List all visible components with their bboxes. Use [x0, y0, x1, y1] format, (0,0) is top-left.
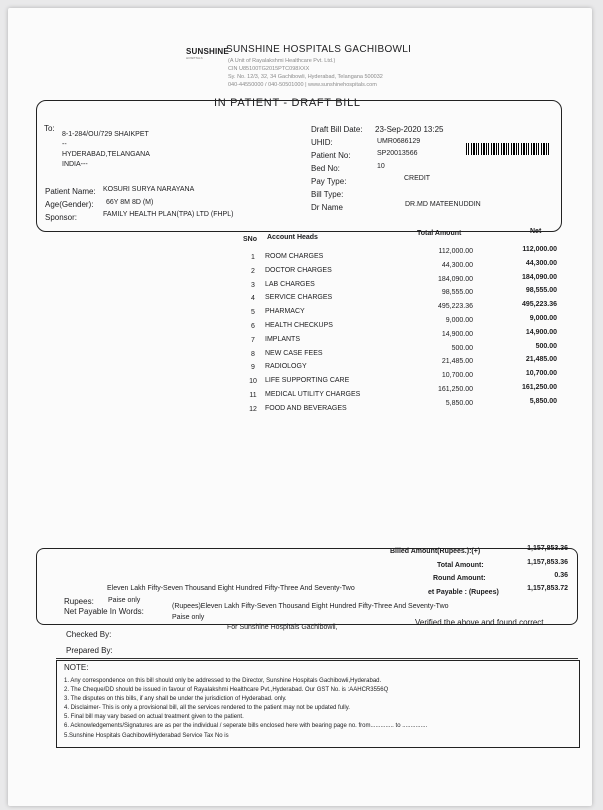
uhid-label: UHID:	[311, 138, 333, 147]
row-sno-cell: 8	[251, 350, 255, 358]
bill-type-label: Bill Type:	[311, 190, 344, 199]
row-sno-cell: 5	[251, 309, 255, 317]
to-label: To:	[44, 124, 55, 133]
row-sno-cell: 1	[251, 254, 255, 261]
row-net-cell: 184,090.00	[521, 273, 557, 281]
patient-no-label: Patient No:	[311, 151, 351, 160]
row-sno-cell: 2	[251, 267, 255, 275]
doctor-name: DR.MD MATEENUDDIN	[405, 201, 481, 208]
hospital-name: SUNSHINE HOSPITALS GACHIBOWLI	[226, 44, 412, 55]
row-head-cell: FOOD AND BEVERAGES	[265, 404, 347, 412]
row-net-cell: 161,250.00	[521, 384, 557, 391]
pay-type-label: Pay Type:	[311, 177, 347, 186]
amount-in-words: Eleven Lakh Fifty-Seven Thousand Eight Hundred Fifty-Three And Seventy-Two	[107, 585, 355, 592]
rupees-label: Rupees:	[64, 597, 94, 606]
note-item: 1. Any correspondence on this bill should only be addressed to the Director, Sunshine Hospitals Gachibowli,Hyderabad.	[64, 678, 382, 684]
row-total-cell: 21,485.00	[441, 358, 473, 366]
row-total-cell: 5,850.00	[445, 399, 473, 407]
bill-date-label: Draft Bill Date:	[311, 125, 363, 134]
note-item: 6. Acknowledgements/Signatures are as per the individual / seperate bills enclosed here with bearing page no. from.............. to ...............	[64, 723, 428, 729]
age-label: Age(Gender):	[45, 200, 94, 209]
row-sno-cell: 11	[249, 392, 257, 399]
row-net-cell: 9,000.00	[529, 315, 557, 322]
row-net-cell: 14,900.00	[525, 328, 557, 336]
patient-address-line: 8-1-284/OU/729 SHAIKPET	[62, 131, 149, 138]
for-hospital-text: For Sunshine Hospitals Gachibowli,	[227, 624, 338, 631]
pay-type: CREDIT	[404, 175, 431, 182]
row-head-cell: MEDICAL UTILITY CHARGES	[265, 391, 361, 398]
net-payable-amount: 1,157,853.72	[527, 585, 568, 592]
bill-date: 23-Sep-2020 13:25	[375, 125, 444, 134]
row-sno-cell: 10	[249, 378, 257, 386]
total-label: Total Amount:	[437, 562, 484, 569]
row-total-cell: 10,700.00	[441, 372, 473, 380]
row-total-cell: 161,250.00	[437, 386, 473, 393]
note-item: 5. Final bill may vary based on actual treatment given to the patient.	[64, 714, 244, 720]
row-net-cell: 10,700.00	[525, 370, 557, 378]
row-head-cell: RADIOLOGY	[265, 363, 307, 371]
barcode-icon	[466, 143, 550, 155]
verified-text: Verified the above and found correct	[415, 618, 544, 627]
row-net-cell: 495,223.36	[521, 301, 557, 309]
row-sno-cell: 9	[251, 364, 255, 372]
bed-no: 10	[377, 163, 385, 170]
checked-by-label: Checked By:	[66, 630, 112, 639]
row-total-cell: 184,090.00	[437, 275, 473, 283]
row-net-cell: 5,850.00	[529, 397, 557, 405]
note-item: 2. The Cheque/DD should be issued in favour of Rayalakshmi Healthcare Pvt.,Hyderabad. Our GST No. is :AAHCR3556Q	[64, 687, 389, 693]
col-net-header: Net	[530, 228, 542, 235]
patient-name: KOSURI SURYA NARAYANA	[103, 186, 195, 193]
row-net-cell: 112,000.00	[522, 246, 557, 253]
bill-title: IN PATIENT - DRAFT BILL	[214, 97, 361, 109]
col-heads-header: Account Heads	[267, 234, 318, 241]
divider	[56, 658, 578, 659]
col-total-header: Total Amount	[417, 230, 462, 237]
row-head-cell: IMPLANTS	[265, 335, 301, 343]
row-head-cell: LIFE SUPPORTING CARE	[265, 377, 350, 385]
row-head-cell: DOCTOR CHARGES	[265, 266, 332, 274]
uhid-value: UMR0686129	[377, 138, 421, 145]
paise-text: Paise only	[108, 597, 141, 604]
round-amount: 0.36	[554, 572, 568, 579]
row-sno-cell: 7	[251, 336, 255, 344]
billed-label: Billed Amount(Rupees.):(+)	[390, 548, 481, 555]
patient-address-line: HYDERABAD,TELANGANA	[62, 151, 150, 158]
row-net-cell: 98,555.00	[525, 287, 557, 295]
total-amount: 1,157,853.36	[527, 559, 568, 566]
address-line: (A Unit of Rayalakshmi Healthcare Pvt. Ltd.)	[228, 58, 336, 64]
row-total-cell: 98,555.00	[441, 289, 473, 297]
round-label: Round Amount:	[433, 575, 486, 582]
paise-text: Paise only	[172, 614, 205, 621]
row-total-cell: 9,000.00	[445, 317, 473, 324]
row-total-cell: 44,300.00	[441, 261, 473, 269]
hospital-logo: SUNSHINE	[186, 47, 229, 56]
address-line: CIN U85100TG2015PTC098XXX	[228, 66, 310, 72]
row-sno-cell: 6	[251, 323, 255, 330]
row-net-cell: 21,485.00	[525, 356, 557, 364]
row-net-cell: 44,300.00	[525, 259, 557, 267]
patient-age: 66Y 8M 8D (M)	[106, 199, 154, 206]
patient-name-label: Patient Name:	[45, 187, 96, 196]
patient-address-line: INDIA---	[62, 161, 88, 168]
note-item: 5.Sunshine Hospitals GachibowliHyderabad Service Tax No is	[64, 733, 229, 739]
patient-no: SP20013566	[377, 150, 418, 157]
prepared-by-label: Prepared By:	[66, 646, 113, 655]
row-sno-cell: 4	[251, 295, 255, 303]
doctor-label: Dr Name	[311, 203, 344, 212]
row-total-cell: 495,223.36	[437, 303, 473, 311]
note-item: 3. The disputes on this bills, if any shall be under the jurisdiction of Hyderabad. only.	[64, 696, 287, 702]
row-head-cell: LAB CHARGES	[265, 280, 315, 288]
row-total-cell: 14,900.00	[441, 330, 473, 338]
row-head-cell: ROOM CHARGES	[265, 253, 324, 260]
row-sno-cell: 3	[251, 281, 255, 289]
row-head-cell: HEALTH CHECKUPS	[265, 322, 333, 329]
row-total-cell: 112,000.00	[438, 248, 473, 255]
net-payable-label: et Payable : (Rupees)	[428, 589, 499, 596]
note-item: 4. Disclaimer- This is only a provisional bill, all the services rendered to the patient may not be updated fully.	[64, 705, 350, 711]
bed-label: Bed No:	[311, 164, 340, 173]
sponsor-name: FAMILY HEALTH PLAN(TPA) LTD (FHPL)	[103, 211, 234, 218]
row-head-cell: SERVICE CHARGES	[265, 294, 333, 302]
row-head-cell: NEW CASE FEES	[265, 349, 323, 357]
row-net-cell: 500.00	[535, 342, 557, 350]
net-amount-in-words: (Rupees)Eleven Lakh Fifty-Seven Thousand Eight Hundred Fifty-Three And Seventy-Two	[172, 603, 449, 610]
row-head-cell: PHARMACY	[265, 308, 305, 316]
col-sno-header: SNo	[243, 236, 257, 243]
billed-amount: 1,157,853.36	[527, 545, 568, 552]
net-words-label: Net Payable In Words:	[64, 607, 144, 616]
hospital-logo-sub: HOSPITALS	[186, 56, 203, 60]
sponsor-label: Sponsor:	[45, 213, 78, 222]
address-line: Sy. No. 12/3, 32, 34 Gachibowli, Hyderabad, Telangana 500032	[228, 74, 383, 80]
row-total-cell: 500.00	[451, 344, 473, 352]
patient-address-line: --	[62, 141, 67, 148]
note-title: NOTE:	[64, 663, 89, 672]
row-sno-cell: 12	[249, 405, 257, 413]
address-line: 040-44550000 / 040-50501000 | www.sunshinehospitals.com	[228, 82, 377, 88]
